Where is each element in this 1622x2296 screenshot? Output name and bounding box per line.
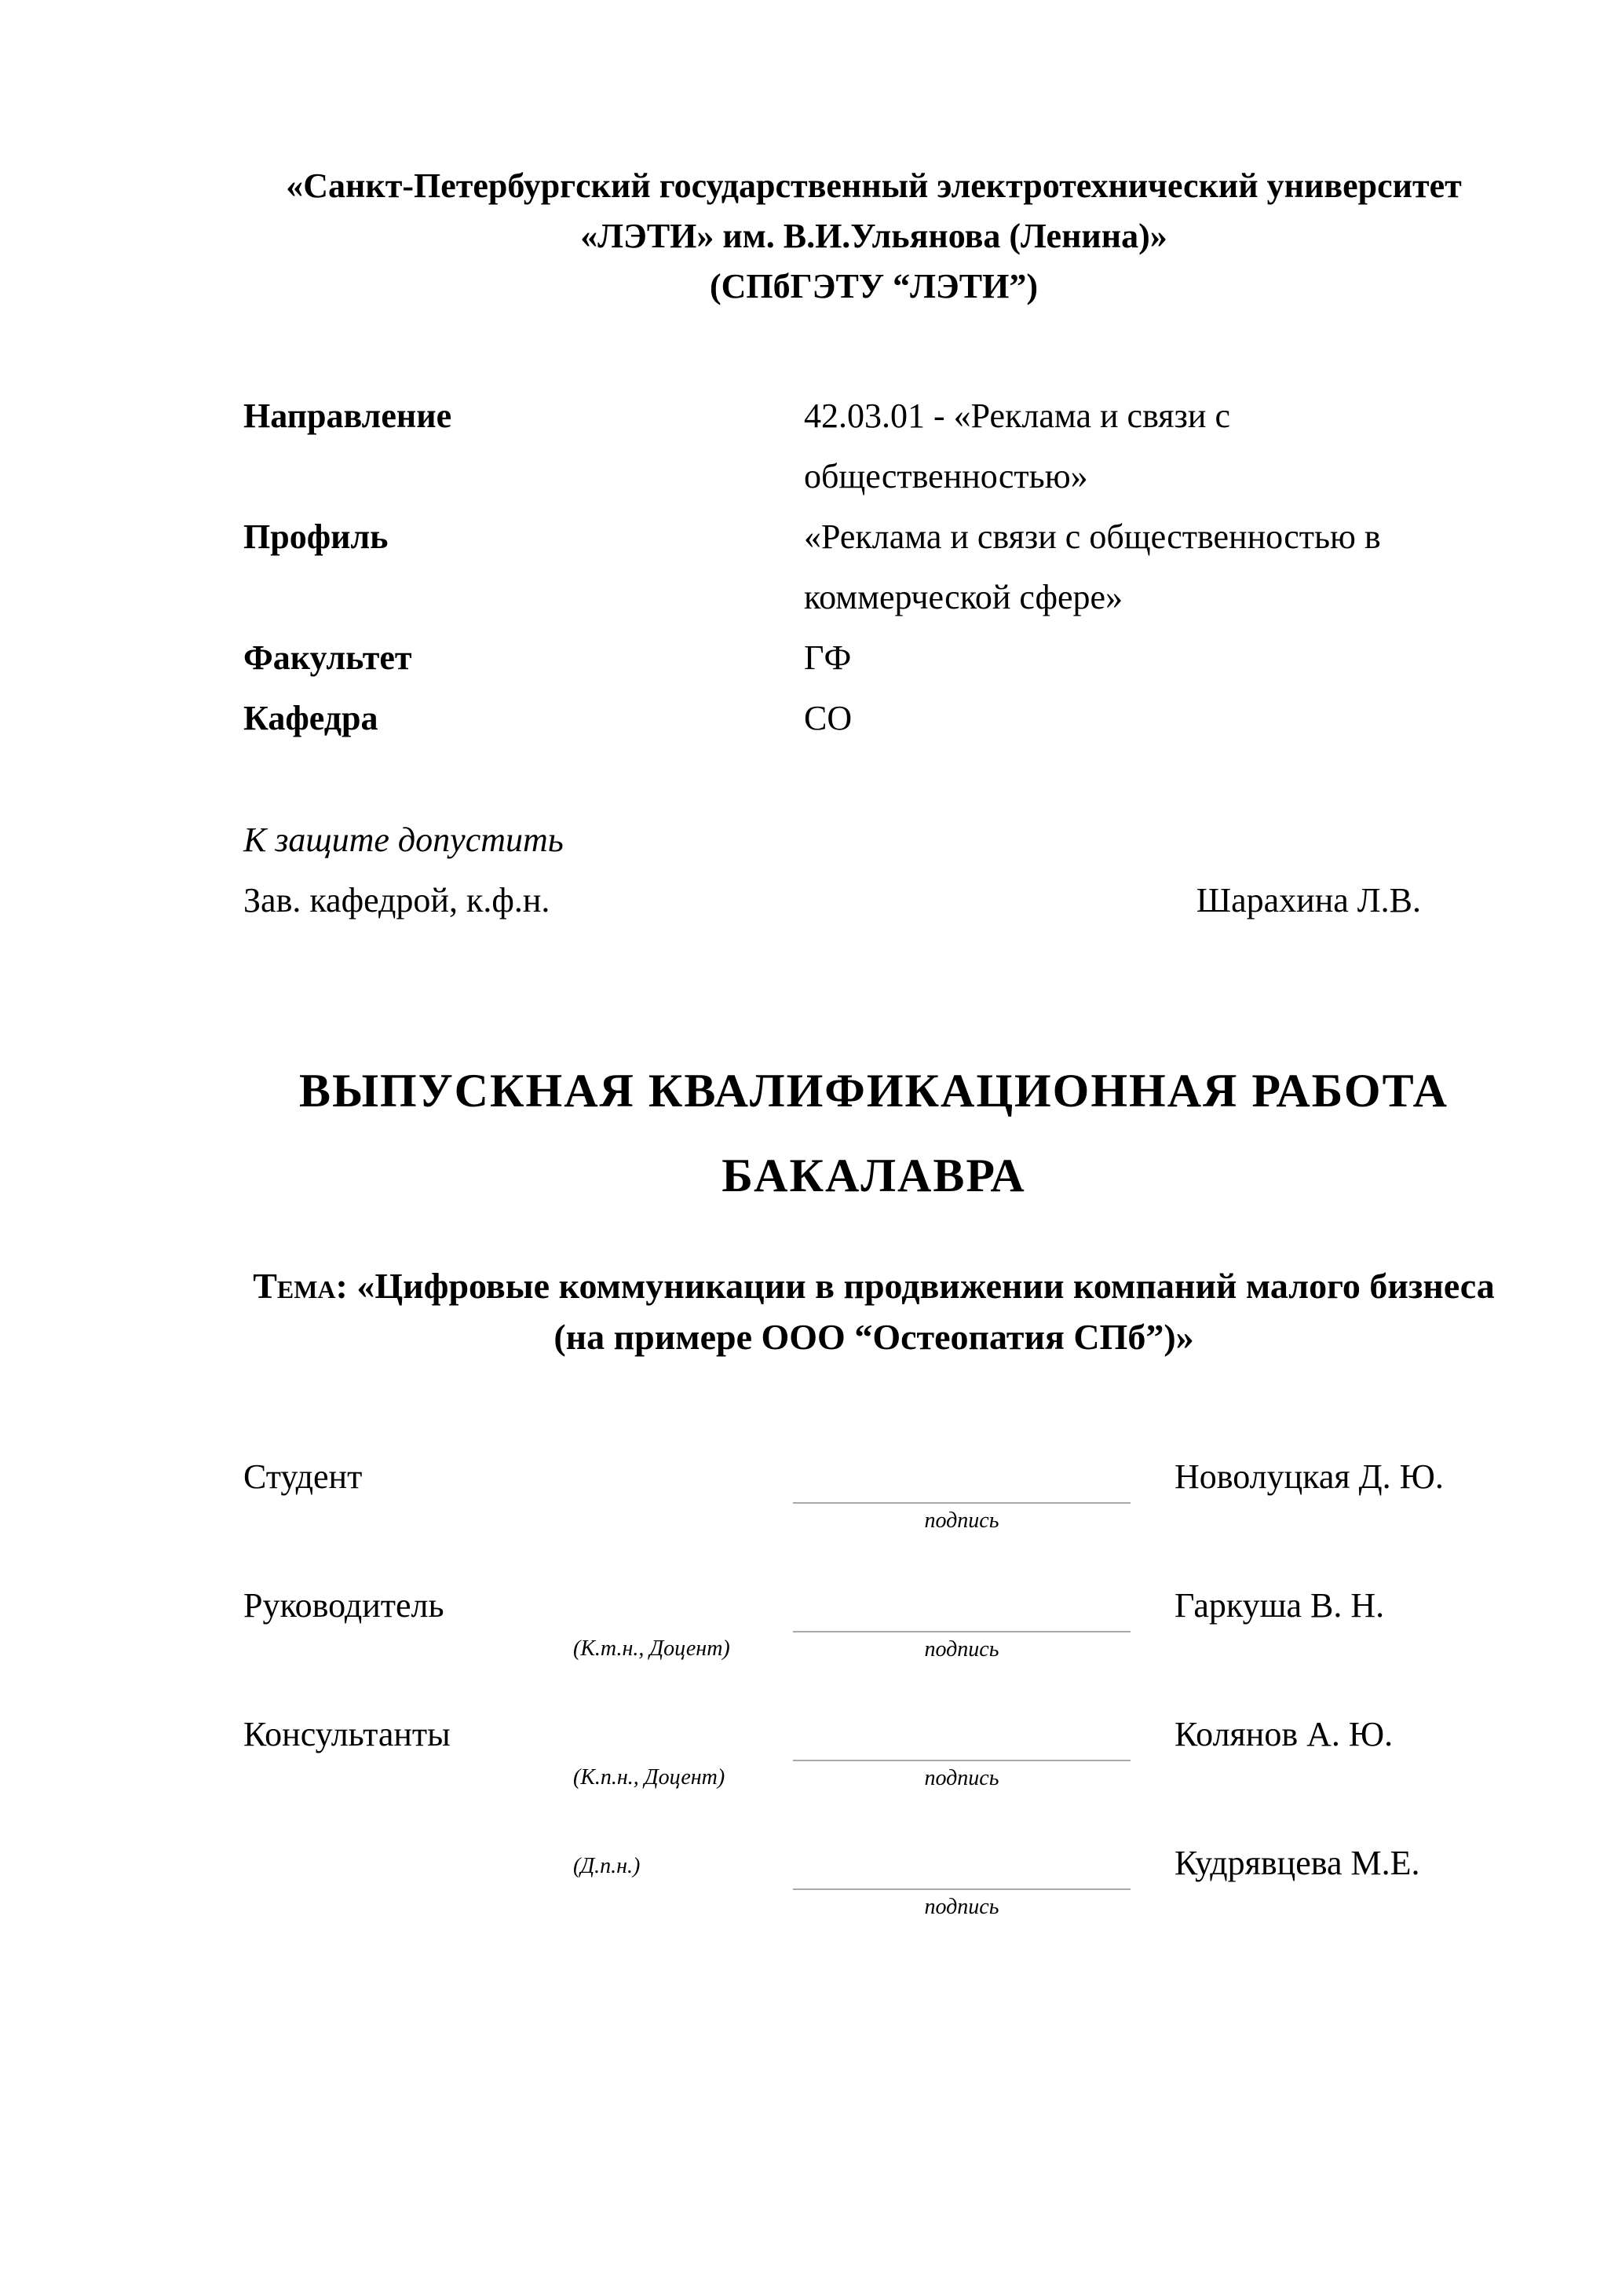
program-fields-section [243,386,1504,748]
field-row-faculty [243,627,1504,688]
field-row-department [243,688,1504,748]
work-title-line-2: БАКАЛАВРА [721,1150,1026,1202]
signature-line [793,1457,1131,1504]
signature-middle-column [793,1457,1131,1534]
signatures-section [243,1457,1504,1920]
signature-left-column [243,1585,793,1662]
signature-name: Новолуцкая Д. Ю. [1174,1457,1444,1497]
signature-qualification: (К.п.н., Доцент) [573,1765,725,1790]
signature-role: Студент [243,1457,363,1497]
work-title-line-1: ВЫПУСКНАЯ КВАЛИФИКАЦИОННАЯ РАБОТА [299,1065,1448,1117]
signature-middle-column [793,1714,1131,1791]
field-label: Направление [243,397,452,436]
signature-caption: подпись [924,1895,999,1920]
signature-name: Колянов А. Ю. [1174,1715,1394,1754]
signature-row-consultant-1 [243,1714,1504,1791]
university-header-line-3: (СПбГЭТУ “ЛЭТИ”) [710,266,1038,305]
signature-caption: подпись [924,1766,999,1791]
signature-left-column [243,1714,793,1790]
approval-note: К защите допустить [243,821,564,860]
signature-row-consultant-2 [243,1843,1504,1920]
signature-name: Кудрявцева М.Е. [1174,1844,1420,1883]
university-header-line-2: «ЛЭТИ» им. В.И.Ульянова (Ленина)» [580,216,1167,255]
signature-row-student [243,1457,1504,1534]
field-value: «Реклама и связи с общественностью в коммерческой сфере» [804,517,1381,617]
field-row-direction [243,386,1504,506]
field-label: Факультет [243,638,412,678]
approval-role: Зав. кафедрой, к.ф.н. [243,881,550,920]
signature-line [793,1843,1131,1890]
signature-line [793,1714,1131,1761]
work-title [243,1048,1504,1218]
approval-section [243,810,1504,930]
field-row-profile [243,506,1504,627]
field-value: ГФ [804,638,852,678]
signature-qualification: (Д.п.н.) [573,1854,641,1879]
signature-middle-column [793,1843,1131,1920]
field-value: СО [804,699,853,738]
signature-line [793,1585,1131,1632]
signature-middle-column [793,1585,1131,1662]
signature-left-column [243,1843,793,1879]
signature-role: Консультанты [243,1715,451,1754]
field-value: 42.03.01 - «Реклама и связи с общественностью» [804,397,1230,496]
signature-caption: подпись [924,1637,999,1662]
university-header [243,161,1504,311]
university-header-line-1: «Санкт-Петербургский государственный электротехнический университет [286,166,1462,205]
thesis-topic [243,1261,1504,1362]
signature-row-supervisor [243,1585,1504,1662]
signature-left-column [243,1457,793,1508]
approval-row [243,870,1504,930]
signature-caption: подпись [924,1508,999,1534]
approval-name: Шарахина Л.В. [1196,881,1421,920]
signature-role: Руководитель [243,1586,444,1625]
topic-label: Тема: [253,1266,348,1307]
field-label: Профиль [243,517,389,557]
field-label: Кафедра [243,699,378,738]
signature-name: Гаркуша В. Н. [1174,1586,1385,1625]
topic-text: «Цифровые коммуникации в продвижении компаний малого бизнеса (на примере ООО “Остеопатия СПб”)» [347,1266,1495,1357]
signature-qualification: (К.т.н., Доцент) [573,1636,730,1662]
